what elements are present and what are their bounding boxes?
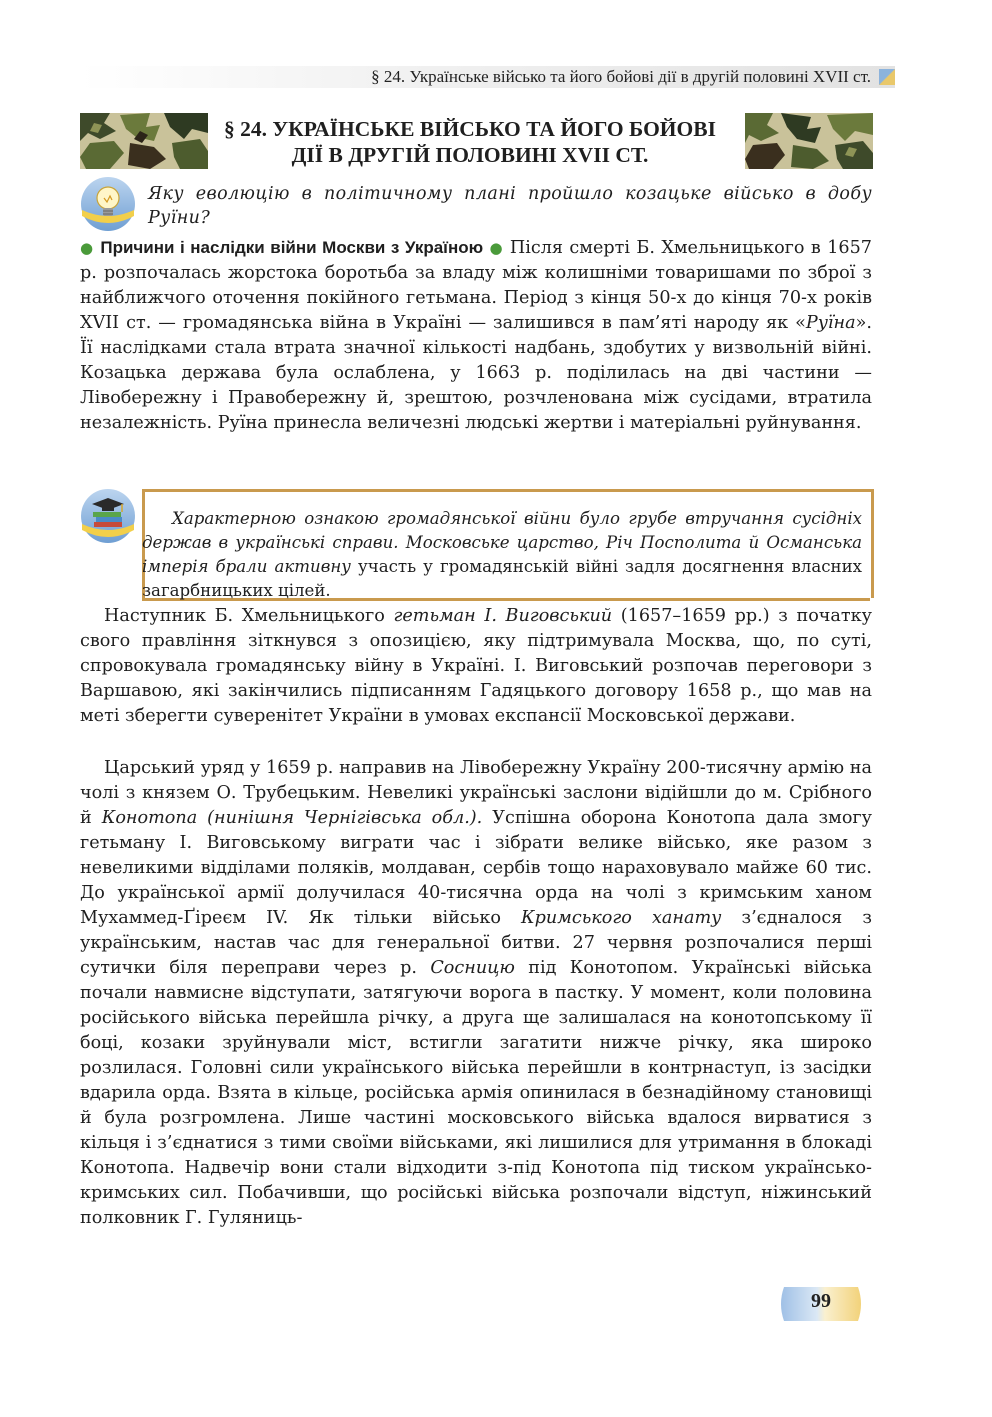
- page-number: 99: [811, 1290, 831, 1312]
- subheading: Причини і наслідки війни Москви з Україною: [100, 238, 484, 257]
- callout-text: [142, 507, 862, 603]
- paragraph-text: під Конотопом. Українські війська почали навмисне відступати, затягуючи ворога в пастку. У момент, коли половина російського війська перейшла річку, а друга ще залишалася на конотопському її боці, козаки зруйнували міст, встигли загатити нижче річку, яка широко розлилася. Головні сили українського війська перейшли в контрнаступ, із засідки вдарила орда. Взята в кільце, російська армія опинилася в безнадійному становищі й була розгромлена. Лише частині московського війська вдалося вирватися з кільця і з’єднатися з тими своїми військами, які лишилися для утримання в блокаді Конотопа. Надвечір вони стали відходити з-під Конотопа під тиском українсько-кримських сил. Побачивши, що російські війська розпочали відступ, ніжинський полковник Г. Гуляниць-: [80, 958, 872, 1228]
- section-title: [200, 116, 740, 168]
- bullet-dot-icon: ●: [489, 239, 504, 257]
- corner-tab-icon: [879, 69, 895, 85]
- camouflage-pattern-right: [745, 113, 873, 169]
- term-konotop: Конотопа (нинішня Чернігівська обл.).: [101, 808, 483, 828]
- callout-regular: участь у громадянській війні задля досягнення власних загарбницьких цілей.: [142, 557, 862, 600]
- section-title-line2: ДІЇ В ДРУГІЙ ПОЛОВИНІ XVII СТ.: [291, 143, 649, 167]
- paragraph-text: Царський уряд у 1659 р. направив на Лівобережну Україну 200-тисячну армію на чолі з князем О. Трубецьким. Невеликі українські заслони відійшли до м. Срібного й: [80, 758, 872, 828]
- paragraph-text: Успішна оборона Конотопа дала змогу гетьману І. Виговському виграти час і зібрати велике військо, яке разом з невеликими відділами поляків, молдаван, сербів тощо нараховувало майже 60 тис. До української армії долучилася 40-тисячна орда на чолі з кримським ханом Мухаммед-Ґіреєм IV. Як тільки військо: [80, 808, 872, 928]
- paragraph-konotop: [80, 756, 872, 1231]
- running-header-text: § 24. Українське військо та його бойові дії в другій половині XVII ст.: [371, 67, 871, 86]
- term-hetman: гетьман І. Виговський: [393, 606, 613, 626]
- books-graduation-cap-icon: [80, 488, 136, 544]
- paragraph-vyhovsky: [80, 604, 872, 729]
- paragraph-text: Після смерті Б. Хмельницького в 1657 р. розпочалась жорстока боротьба за владу між колишніми товаришами по зброї з найближчого оточення покійного гетьмана. Період з кінця 50-х до кінця 70-х років XVII ст. — громадянська війна в Україні — залишився в пам’яті народу як «: [80, 238, 872, 333]
- term-sosnytsia: Сосницю: [430, 958, 515, 978]
- callout-italic: Характерною ознакою громадянської війни було грубе втручання сусідніх держав в українські справи. Московське царство, Річ Посполита й Османська імперія брали активну: [142, 509, 862, 576]
- paragraph-causes: [80, 235, 872, 436]
- paragraph-text: Наступник Б. Хмельницького: [104, 606, 394, 626]
- paragraph-text: (1657–1659 рр.) з початку свого правління зіткнувся з опозицією, яку підтримувала Москва, що, по суті, спровокувала громадянську війну в Україні. І. Виговський розпочав переговори з Варшавою, які закінчились підписанням Гадяцького договору 1658 р., що мав на меті зберегти суверенітет України в умовах експансії Московської держави.: [80, 606, 872, 726]
- section-title-line1: § 24. УКРАЇНСЬКЕ ВІЙСЬКО ТА ЙОГО БОЙОВІ: [224, 117, 716, 141]
- lesson-question: Яку еволюцію в політичному плані пройшло козацьке військо в добу Руїни?: [148, 184, 872, 228]
- running-header: [80, 66, 895, 88]
- term-crimean-khanate: Кримського ханату: [521, 908, 722, 928]
- term-ruina: Руїна: [805, 313, 856, 333]
- paragraph-text: ». Її наслідками стала втрата значної кількості надбань, здобутих у визвольній війні. Козацька держава була ослаблена, у 1663 р. поділилась на дві частини — Лівобережну і Правобережну й, зрештою, розчленована між сусідами, втратила незалежність. Руїна принесла величезні людські жертви і матеріальні руйнування.: [80, 313, 872, 433]
- camouflage-pattern-left: [80, 113, 208, 169]
- lightbulb-icon: [80, 176, 136, 232]
- paragraph-text: з’єдналося з українським, настав час для генеральної битви. 27 червня розпочалися перші сутички біля переправи через р.: [80, 908, 872, 978]
- bullet-dot-icon: ●: [80, 239, 94, 257]
